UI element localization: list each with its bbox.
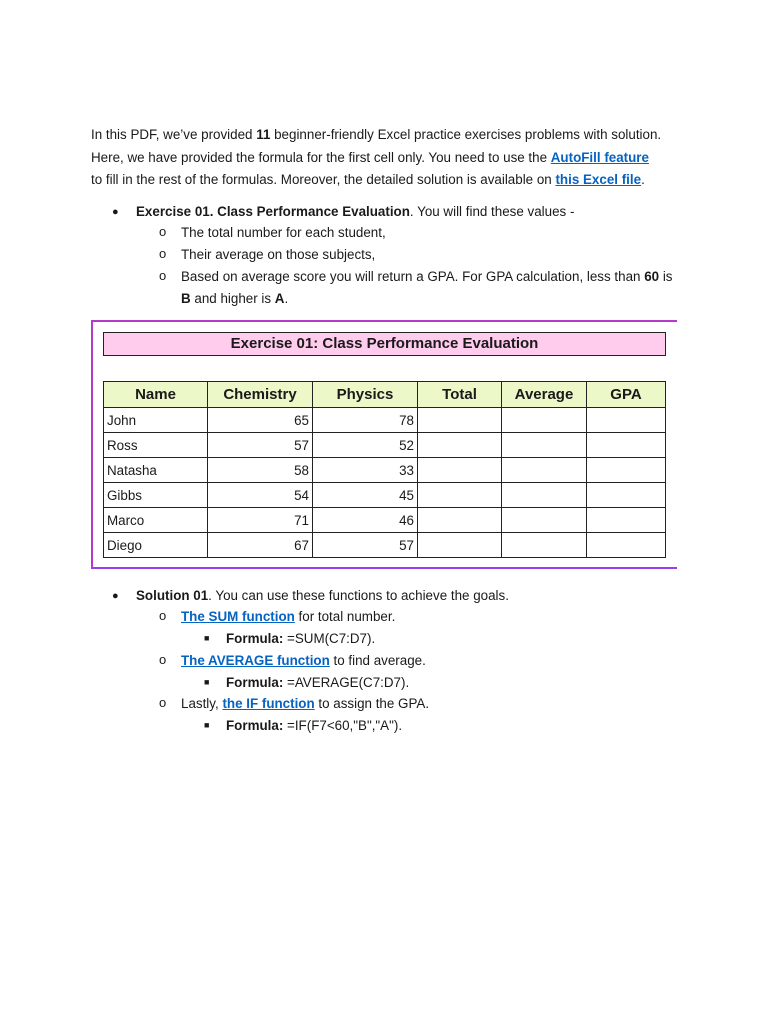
intro-paragraph: In this PDF, we’ve provided 11 beginner-friendly Excel practice exercises problems with solution. Here, we have provided the formula for the first cell only. You need to use the AutoFill feature to fill in the rest of the formulas. Moreover, the detailed solution is available on this Excel file. bbox=[91, 127, 662, 187]
cell-name[interactable]: Gibbs bbox=[104, 483, 208, 508]
exercise-count: 11 bbox=[256, 127, 271, 142]
square-bullet-icon: ■ bbox=[204, 633, 210, 643]
table-row bbox=[104, 483, 666, 508]
excel-file-link[interactable]: this Excel file bbox=[555, 172, 642, 187]
header-average: Average bbox=[502, 382, 587, 408]
formula-if: ■ Formula: =IF(F7<60,"B","A"). bbox=[226, 715, 402, 737]
solution-heading: ● Solution 01. You can use these functions to achieve the goals. bbox=[136, 585, 509, 607]
cell-chemistry[interactable]: 65 bbox=[208, 408, 313, 433]
table-row bbox=[104, 408, 666, 433]
table-row bbox=[104, 433, 666, 458]
circle-bullet-icon: o bbox=[159, 652, 167, 667]
circle-bullet-icon: o bbox=[159, 695, 167, 710]
data-table bbox=[103, 381, 666, 558]
header-chemistry: Chemistry bbox=[208, 382, 313, 408]
circle-bullet-icon: o bbox=[159, 224, 167, 239]
cell-average[interactable] bbox=[502, 508, 587, 533]
cell-average[interactable] bbox=[502, 458, 587, 483]
cell-physics[interactable]: 46 bbox=[313, 508, 418, 533]
bullet-icon: ● bbox=[112, 590, 119, 602]
cell-chemistry[interactable]: 57 bbox=[208, 433, 313, 458]
cell-name[interactable]: John bbox=[104, 408, 208, 433]
list-item-average: o The AVERAGE function to find average. bbox=[181, 650, 426, 672]
cell-gpa[interactable] bbox=[587, 408, 666, 433]
cell-chemistry[interactable]: 71 bbox=[208, 508, 313, 533]
list-item-if: o Lastly, the IF function to assign the GPA. bbox=[181, 693, 429, 715]
table-row bbox=[104, 533, 666, 558]
cell-chemistry[interactable]: 54 bbox=[208, 483, 313, 508]
bullet-icon: ● bbox=[112, 206, 119, 218]
circle-bullet-icon: o bbox=[159, 268, 167, 283]
table-row bbox=[104, 458, 666, 483]
header-gpa: GPA bbox=[587, 382, 666, 408]
formula-sum: ■ Formula: =SUM(C7:D7). bbox=[226, 628, 375, 650]
cell-chemistry[interactable]: 58 bbox=[208, 458, 313, 483]
cell-physics[interactable]: 33 bbox=[313, 458, 418, 483]
cell-total[interactable] bbox=[418, 433, 502, 458]
list-item: o Their average on those subjects, bbox=[181, 244, 375, 266]
cell-total[interactable] bbox=[418, 533, 502, 558]
cell-gpa[interactable] bbox=[587, 483, 666, 508]
cell-average[interactable] bbox=[502, 408, 587, 433]
cell-name[interactable]: Ross bbox=[104, 433, 208, 458]
list-item-sum: o The SUM function for total number. bbox=[181, 606, 395, 628]
cell-physics[interactable]: 78 bbox=[313, 408, 418, 433]
cell-name[interactable]: Marco bbox=[104, 508, 208, 533]
list-item: o The total number for each student, bbox=[181, 222, 386, 244]
header-name: Name bbox=[104, 382, 208, 408]
header-total: Total bbox=[418, 382, 502, 408]
if-function-link[interactable]: the IF function bbox=[222, 696, 315, 711]
cell-physics[interactable]: 57 bbox=[313, 533, 418, 558]
cell-gpa[interactable] bbox=[587, 508, 666, 533]
cell-name[interactable]: Natasha bbox=[104, 458, 208, 483]
circle-bullet-icon: o bbox=[159, 608, 167, 623]
cell-physics[interactable]: 52 bbox=[313, 433, 418, 458]
cell-total[interactable] bbox=[418, 508, 502, 533]
cell-total[interactable] bbox=[418, 458, 502, 483]
autofill-feature-link[interactable]: AutoFill feature bbox=[550, 149, 649, 165]
average-function-link[interactable]: The AVERAGE function bbox=[181, 653, 330, 668]
cell-gpa[interactable] bbox=[587, 458, 666, 483]
cell-average[interactable] bbox=[502, 483, 587, 508]
circle-bullet-icon: o bbox=[159, 246, 167, 261]
cell-gpa[interactable] bbox=[587, 433, 666, 458]
sheet-title: Exercise 01: Class Performance Evaluation bbox=[103, 332, 666, 356]
table-row bbox=[104, 508, 666, 533]
exercise-heading: ● Exercise 01. Class Performance Evaluation. You will find these values - bbox=[136, 201, 574, 223]
cell-total[interactable] bbox=[418, 483, 502, 508]
formula-average: ■ Formula: =AVERAGE(C7:D7). bbox=[226, 672, 409, 694]
header-physics: Physics bbox=[313, 382, 418, 408]
square-bullet-icon: ■ bbox=[204, 677, 210, 687]
square-bullet-icon: ■ bbox=[204, 720, 210, 730]
cell-total[interactable] bbox=[418, 408, 502, 433]
cell-chemistry[interactable]: 67 bbox=[208, 533, 313, 558]
cell-average[interactable] bbox=[502, 533, 587, 558]
list-item-gpa: o Based on average score you will return a GPA. For GPA calculation, less than 60 is B and higher is A. bbox=[181, 266, 673, 310]
header-row bbox=[104, 382, 666, 408]
sum-function-link[interactable]: The SUM function bbox=[181, 609, 295, 624]
cell-physics[interactable]: 45 bbox=[313, 483, 418, 508]
cell-name[interactable]: Diego bbox=[104, 533, 208, 558]
cell-average[interactable] bbox=[502, 433, 587, 458]
cell-gpa[interactable] bbox=[587, 533, 666, 558]
